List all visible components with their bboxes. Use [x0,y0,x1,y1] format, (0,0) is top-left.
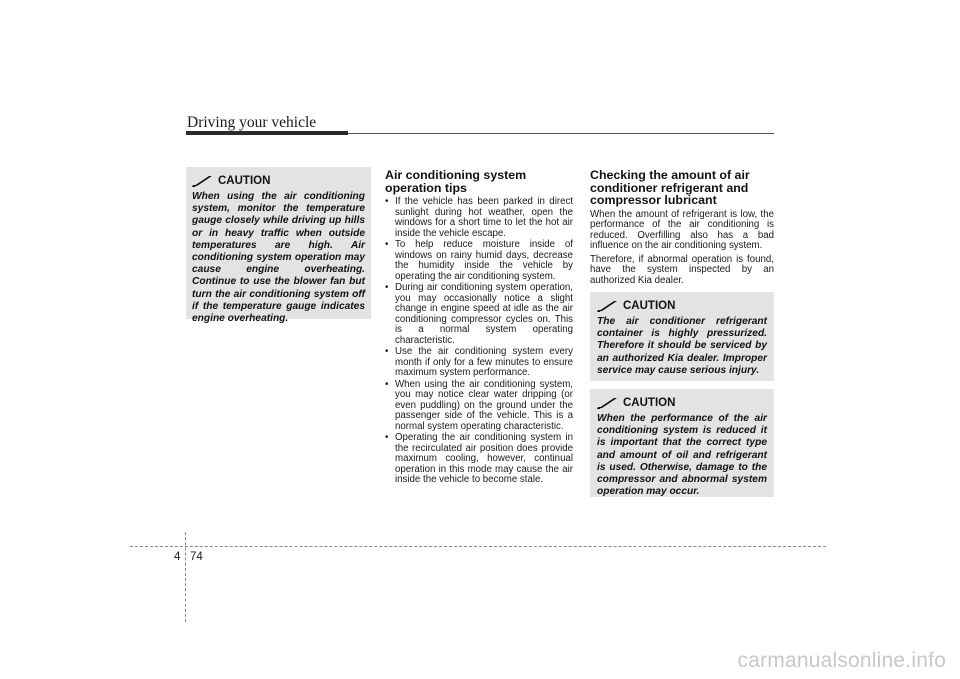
pencil-icon [597,300,619,312]
tips-heading: Air conditioning system operation tips [385,168,527,195]
list-item: • If the vehicle has been parked in direct sunlight during hot weather, open the windows for a short time to let the hot air inside the vehicle escape. [385,197,573,239]
footer-divider [185,532,186,622]
list-item: • During air conditioning system operation, you may occasionally notice a slight change in engine speed at idle as the air conditioning compressor cycles on. This is a normal system operating characteristic. [385,283,573,346]
refrigerant-heading: Checking the amount of air conditioner refrigerant and compressor lubricant [590,168,750,207]
caution-box [186,167,371,325]
watermark: carmanualsonline.info [737,649,946,672]
pencil-icon [192,175,214,187]
caution-box [590,292,774,381]
pencil-icon [597,397,619,409]
caution-box [590,389,774,497]
caution-header [192,173,365,189]
caution-text: The air conditioner refrigerant container is highly pressurized. Therefore it should be serviced by an authorized Kia dealer. Improper service may cause serious injury. [597,316,767,376]
section-number: 4 [174,551,181,563]
caution-text: When using the air conditioning system, monitor the temperature gauge closely while driving up hills or in heavy traffic when outside temperatures are high. Air conditioning system operation may cause engine overheating. Continue to use the blower fan but turn the air conditioning system off if the temperature gauge indicates engine overheating. [192,191,365,325]
caution-label: CAUTION [623,397,676,409]
list-item: • When using the air conditioning system, you may notice clear water dripping (or even puddling) on the ground under the passenger side of the vehicle. This is a normal system operating characteristic. [385,380,573,433]
caution-label: CAUTION [218,175,271,187]
refrigerant-paragraph: When the amount of refrigerant is low, the performance of the air conditioning is reduced. Overfilling also has a bad influence on the air conditioning system. [590,208,774,251]
caution-label: CAUTION [623,300,676,312]
header-rule-thin [348,133,774,134]
tips-column [385,169,573,487]
page-header-title: Driving your vehicle [187,114,317,131]
tips-list [385,197,573,486]
list-item: • Operating the air conditioning system in the recirculated air position does provide maximum cooling, however, continual operation in this mode may cause the air inside the vehicle to become stale. [385,433,573,486]
list-item: • Use the air conditioning system every month if only for a few minutes to ensure maximum system performance. [385,347,573,379]
list-item: • To help reduce moisture inside of windows on rainy humid days, decrease the humidity inside the vehicle by operating the air conditioning system. [385,240,573,282]
footer-rule [130,546,826,547]
page-number: 74 [190,551,203,563]
refrigerant-column [590,169,774,289]
header-rule-thick [186,131,348,135]
refrigerant-paragraph: Therefore, if abnormal operation is found, have the system inspected by an authorized Kia dealer. [590,253,774,286]
caution-header [597,395,767,411]
caution-text: When the performance of the air conditioning system is reduced it is important that the correct type and amount of oil and refrigerant is used. Otherwise, damage to the compressor and abnormal system operation may occur. [597,413,767,498]
caution-header [597,298,767,314]
